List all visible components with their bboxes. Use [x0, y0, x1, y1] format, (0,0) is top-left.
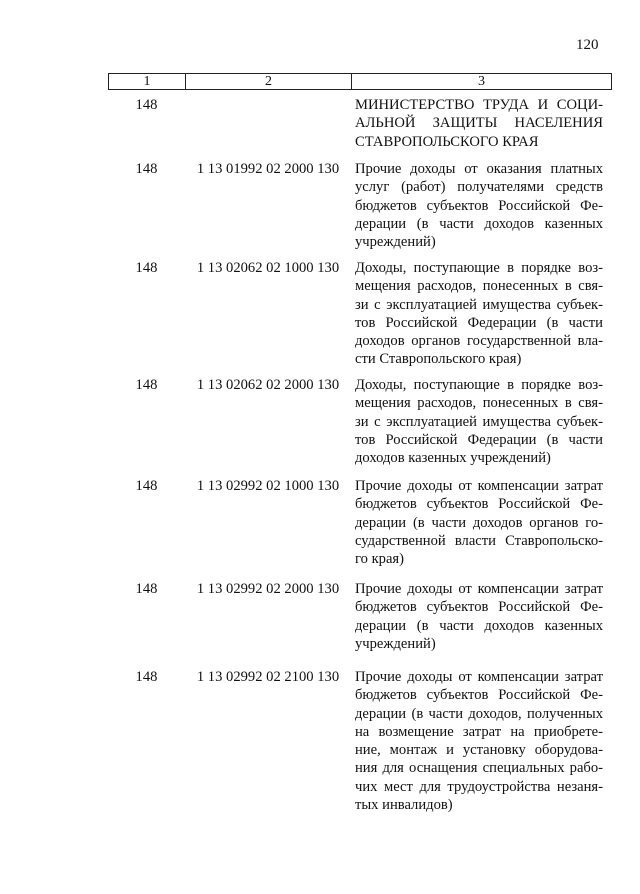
description-line: Прочие доходы от оказания платных — [355, 161, 603, 177]
description-line: дерации (в части доходов казенных — [355, 617, 603, 634]
description-line: Доходы, поступающие в порядке воз- — [355, 377, 603, 393]
description-line: го края) — [355, 551, 405, 568]
description-line: дерации (в части доходов, полученных — [355, 705, 603, 722]
income-description-cell — [355, 376, 603, 467]
description-line: тов Российской Федерации (в части — [355, 314, 603, 331]
income-code-cell: 1 13 02062 02 1000 130 — [196, 260, 340, 276]
admin-code-cell: 148 — [135, 97, 158, 113]
admin-code-cell: 148 — [135, 161, 158, 177]
income-code-cell: 1 13 01992 02 2000 130 — [196, 161, 340, 177]
description-line: услуг (работ) получателями средств — [355, 179, 603, 196]
description-line: доходов органов государственной вла- — [355, 333, 603, 350]
description-line: бюджетов субъектов Российской Фе- — [355, 599, 603, 616]
description-line: учреждений) — [355, 635, 436, 652]
description-line: МИНИСТЕРСТВО ТРУДА И СОЦИ- — [355, 97, 603, 113]
header-col-2: 2 — [186, 74, 352, 89]
income-code-cell: 1 13 02062 02 2000 130 — [196, 377, 340, 393]
income-description-cell — [355, 477, 603, 568]
description-line: бюджетов субъектов Российской Фе- — [355, 496, 603, 513]
income-description-cell — [355, 160, 603, 251]
table-header-row — [108, 73, 612, 90]
description-line: Прочие доходы от компенсации затрат — [355, 669, 603, 685]
description-line: АЛЬНОЙ ЗАЩИТЫ НАСЕЛЕНИЯ — [355, 115, 603, 132]
admin-code-cell: 148 — [135, 669, 158, 685]
admin-code-cell: 148 — [135, 377, 158, 393]
description-line: чих мест для трудоустройства незаня- — [355, 778, 603, 795]
income-description-cell — [355, 668, 603, 814]
income-description-cell — [355, 259, 603, 369]
description-line: доходов казенных учреждений) — [355, 450, 551, 467]
description-line: мещения расходов, понесенных в свя- — [355, 278, 603, 295]
description-line: зи с эксплуатацией имущества субъек- — [355, 296, 603, 313]
description-line: зи с эксплуатацией имущества субъек- — [355, 413, 603, 430]
description-line: бюджетов субъектов Российской Фе- — [355, 197, 603, 214]
description-line: сти Ставропольского края) — [355, 351, 522, 368]
description-line: дерации (в части доходов органов го- — [355, 514, 603, 531]
description-line: ния для оснащения специальных рабо- — [355, 760, 603, 777]
admin-code-cell: 148 — [135, 581, 158, 597]
header-col-1: 1 — [109, 74, 186, 89]
description-line: мещения расходов, понесенных в свя- — [355, 395, 603, 412]
description-line: на возмещение затрат на приобрете- — [355, 723, 603, 740]
description-line: сударственной власти Ставропольско- — [355, 532, 603, 549]
header-col-3: 3 — [478, 74, 485, 89]
description-line: тых инвалидов) — [355, 797, 453, 814]
income-description-cell — [355, 96, 603, 151]
description-line: учреждений) — [355, 234, 436, 251]
description-line: СТАВРОПОЛЬСКОГО КРАЯ — [355, 133, 539, 150]
income-code-cell: 1 13 02992 02 2100 130 — [196, 669, 340, 685]
admin-code-cell: 148 — [135, 260, 158, 276]
description-line: бюджетов субъектов Российской Фе- — [355, 687, 603, 704]
income-code-cell: 1 13 02992 02 1000 130 — [196, 478, 340, 494]
description-line: Прочие доходы от компенсации затрат — [355, 581, 603, 597]
income-description-cell — [355, 580, 603, 653]
page-number: 120 — [576, 37, 599, 53]
description-line: ние, монтаж и установку оборудова- — [355, 742, 603, 759]
description-line: тов Российской Федерации (в части — [355, 431, 603, 448]
description-line: дерации (в части доходов казенных — [355, 215, 603, 232]
description-line: Прочие доходы от компенсации затрат — [355, 478, 603, 494]
income-code-cell: 1 13 02992 02 2000 130 — [196, 581, 340, 597]
description-line: Доходы, поступающие в порядке воз- — [355, 260, 603, 276]
admin-code-cell: 148 — [135, 478, 158, 494]
